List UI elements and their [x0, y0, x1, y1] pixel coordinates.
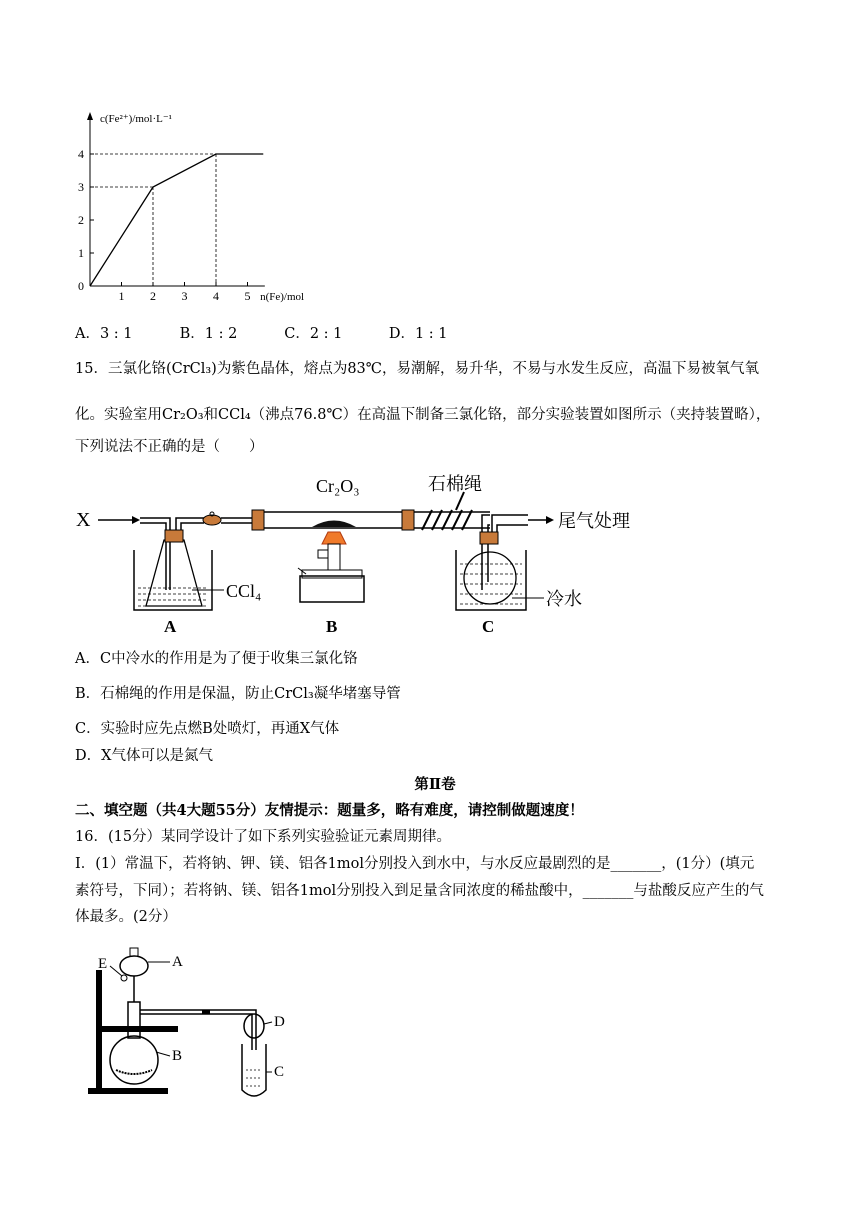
q15-option-a[interactable]: A．C中冷水的作用是为了便于收集三氯化铬 [75, 651, 358, 667]
q16-line4: 体最多。(2分） [75, 909, 177, 925]
fig-label-c: C [482, 617, 495, 636]
apparatus-c [456, 532, 582, 636]
q14-option-a[interactable]: A．3 : 1 [75, 326, 133, 342]
q16-fig-label-e: E [98, 956, 108, 972]
q16-fig-label-d: D [274, 1014, 285, 1030]
y-tick-label: 2 [78, 213, 84, 227]
q14-option-b[interactable]: B．1 : 2 [179, 326, 238, 342]
fe2-concentration-chart [60, 108, 330, 308]
section2-heading: 二、填空题（共4大题55分）友情提示：题量多，略有难度，请控制做题速度！ [75, 802, 584, 819]
y-tick-label: 0 [78, 279, 84, 293]
fig-label-ccl4: CCl₄ [226, 581, 262, 601]
q15-stem-line2: 化。实验室用Cr₂O₃和CCl₄（沸点76.8℃）在高温下制备三氯化铬，部分实验装置如图所示（夹持装置略）， [75, 407, 771, 423]
x-axis-label: n(Fe)/mol [260, 291, 305, 303]
q15-stem-line1: 15．三氯化铬(CrCl₃)为紫色晶体，熔点为83℃，易潮解，易升华，不易与水发生反应，高温下易被氧气氧 [75, 361, 760, 377]
fig-label-b: B [326, 617, 338, 636]
q16-fig-label-a: A [172, 954, 183, 970]
y-axis-label: c(Fe²⁺)/mol·L⁻¹ [100, 113, 172, 125]
q15-option-b[interactable]: B．石棉绳的作用是保温，防止CrCl₃凝华堵塞导管 [75, 686, 401, 702]
y-tick-label: 1 [78, 246, 84, 260]
fig-label-a: A [164, 617, 177, 636]
q15-option-d[interactable]: D．X气体可以是氮气 [75, 748, 213, 764]
q16-line2: Ⅰ．(1）常温下，若将钠、钾、镁、铝各1mol分别投入到水中，与水反应最剧烈的是_______，(1分）(填元 [75, 856, 755, 872]
fig-label-cold-water: 冷水 [546, 589, 582, 609]
q16-line1: 16．(15分）某同学设计了如下系列实验验证元素周期律。 [75, 829, 452, 845]
series-line [90, 154, 263, 286]
x-tick-label: 1 [118, 289, 125, 303]
q16-fig-label-b: B [172, 1048, 183, 1064]
q16-line3: 素符号，下同）；若将钠、镁、铝各1mol分别投入到足量含同浓度的稀盐酸中，_______与盐酸反应产生的气 [75, 883, 764, 899]
q15-option-c[interactable]: C．实验时应先点燃B处喷灯，再通X气体 [75, 721, 340, 737]
part2-title: 第Ⅱ卷 [414, 776, 456, 793]
fig-label-cr2o3: Cr₂O₃ [316, 476, 360, 496]
x-tick-label: 4 [213, 289, 219, 303]
q16-apparatus-figure [84, 940, 304, 1100]
y-axis-arrow [87, 112, 93, 120]
fig-label-rope: 石棉绳 [428, 474, 482, 494]
q14-option-c[interactable]: C．2 : 1 [284, 326, 343, 342]
q16-fig-label-c: C [274, 1064, 285, 1080]
y-tick-label: 4 [78, 147, 84, 161]
apparatus-b [298, 532, 364, 636]
apparatus-a [134, 530, 261, 636]
y-tick-label: 3 [78, 180, 84, 194]
fig-label-tail-gas: 尾气处理 [558, 511, 630, 531]
q15-stem-line3: 下列说法不正确的是（ ） [75, 439, 264, 455]
q14-options [75, 323, 795, 345]
x-tick-label: 3 [181, 289, 188, 303]
crcl3-apparatus-figure [72, 470, 672, 640]
q14-option-d[interactable]: D．1 : 1 [388, 326, 448, 342]
fig-label-x: X [76, 509, 91, 531]
x-tick-label: 2 [150, 289, 156, 303]
x-tick-label: 5 [244, 289, 251, 303]
